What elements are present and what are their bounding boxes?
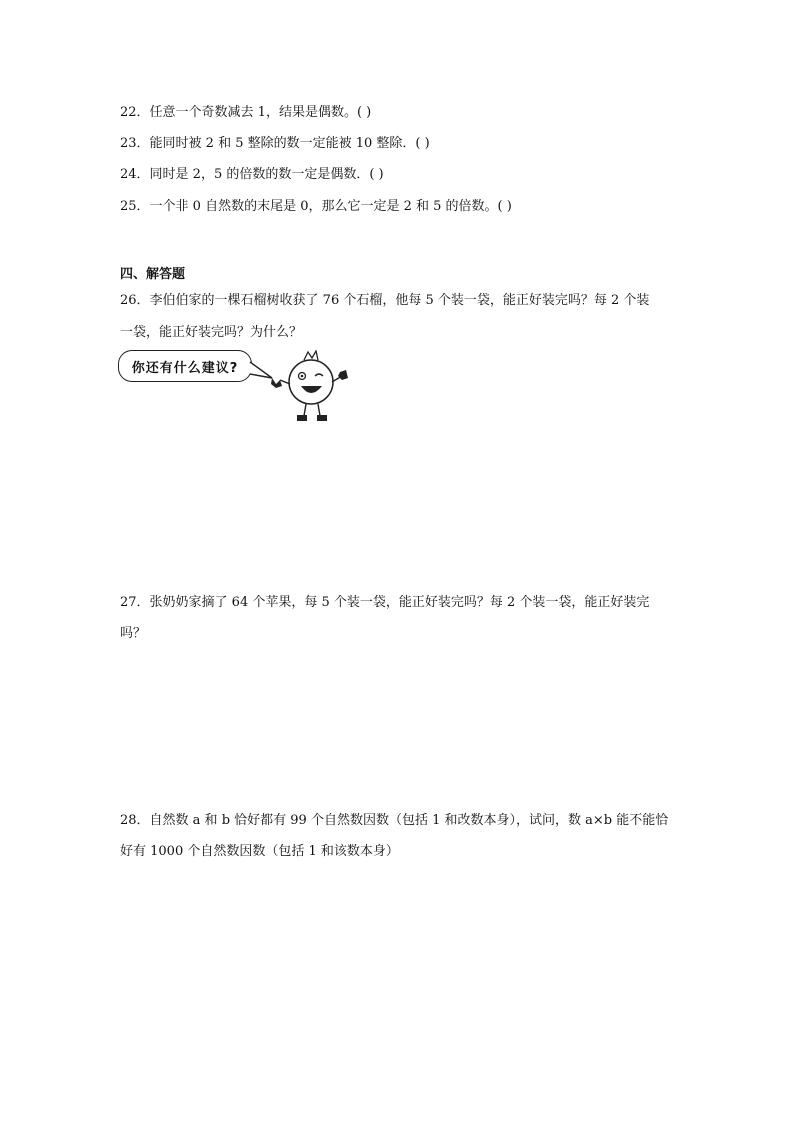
question-27-line-2: 吗？ bbox=[120, 626, 147, 641]
question-26-line-1: 26．李伯伯家的一棵石榴树收获了 76 个石榴，他每 5 个装一袋，能正好装完吗？每 2 个装 bbox=[120, 293, 650, 308]
pomegranate-mascot-icon bbox=[268, 350, 358, 428]
section-heading: 四、解答题 bbox=[120, 267, 186, 282]
true-false-question-23: 23．能同时被 2 和 5 整除的数一定能被 10 整除．( ) bbox=[120, 136, 430, 151]
question-28-line-1: 28．自然数 a 和 b 恰好都有 99 个自然数因数（包括 1 和改数本身），试问，数 a×b 能不能恰 bbox=[120, 813, 669, 828]
true-false-question-22: 22．任意一个奇数减去 1，结果是偶数。( ) bbox=[120, 105, 372, 120]
speech-bubble-illustration bbox=[118, 350, 358, 430]
speech-bubble: 你还有什么建议? bbox=[118, 350, 252, 382]
true-false-question-25: 25．一个非 0 自然数的末尾是 0，那么它一定是 2 和 5 的倍数。( ) bbox=[120, 199, 512, 214]
true-false-question-24: 24．同时是 2，5 的倍数的数一定是偶数．( ) bbox=[120, 167, 384, 182]
question-27-line-1: 27．张奶奶家摘了 64 个苹果，每 5 个装一袋，能正好装完吗？每 2 个装一袋，能正好装完 bbox=[120, 595, 650, 610]
question-26-line-2: 一袋，能正好装完吗？为什么？ bbox=[120, 325, 303, 340]
question-28-line-2: 好有 1000 个自然数因数（包括 1 和该数本身） bbox=[120, 844, 399, 859]
